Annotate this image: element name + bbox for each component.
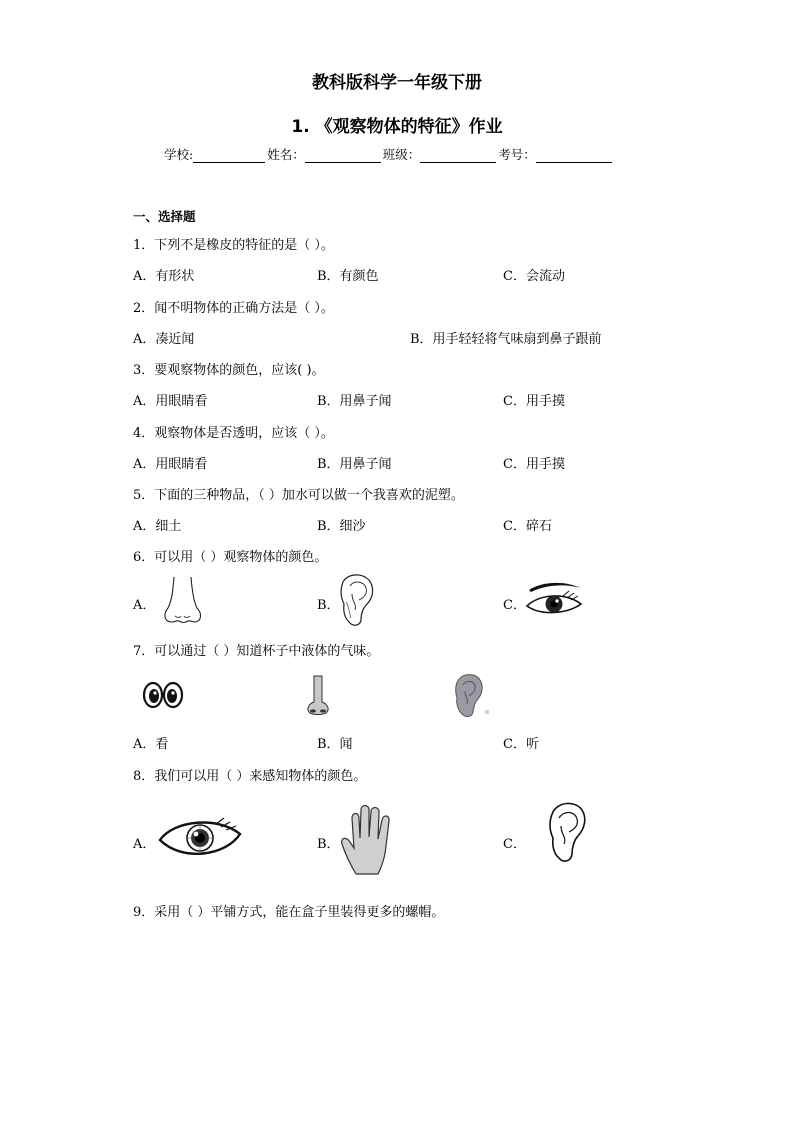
question-2-option-a[interactable]: A．凑近闻 (133, 332, 195, 347)
document-title: 教科版科学一年级下册 (312, 73, 482, 93)
question-7-option-c[interactable]: C．听 (503, 737, 539, 752)
nose-icon[interactable] (160, 576, 204, 626)
question-1-option-b[interactable]: B．有颜色 (317, 269, 379, 284)
name-label: 姓名： (267, 147, 305, 162)
ear-icon[interactable] (545, 800, 589, 864)
question-4-stem: 4．观察物体是否透明，应该（ ）。 (133, 426, 334, 441)
question-8-option-c[interactable]: C． (503, 837, 526, 852)
eye-icon[interactable] (156, 812, 244, 864)
question-6-option-b[interactable]: B． (317, 598, 340, 613)
question-8-option-a[interactable]: A． (133, 837, 156, 852)
question-4-option-b[interactable]: B．用鼻子闻 (317, 457, 392, 472)
student-info-line (164, 145, 614, 163)
question-9-stem: 9．采用（ ）平铺方式，能在盒子里装得更多的螺帽。 (133, 905, 445, 920)
question-1-stem: 1．下列不是橡皮的特征的是（ ）。 (133, 238, 334, 253)
question-5-stem: 5．下面的三种物品，（ ）加水可以做一个我喜欢的泥塑。 (133, 488, 464, 503)
class-label: 班级： (382, 147, 421, 162)
question-7-option-a[interactable]: A．看 (133, 737, 169, 752)
hand-icon[interactable] (338, 804, 402, 876)
question-2-option-b[interactable]: B．用手轻轻将气味扇到鼻子跟前 (410, 332, 602, 347)
question-3-option-a[interactable]: A．用眼睛看 (133, 394, 208, 409)
ear-icon[interactable] (452, 672, 492, 718)
eye-icon[interactable] (523, 580, 585, 620)
number-label: 考号： (498, 147, 536, 162)
question-7-stem: 7．可以通过（ ）知道杯子中液体的气味。 (133, 644, 380, 659)
school-blank[interactable] (193, 149, 265, 163)
document-subtitle: 1. 《观察物体的特征》作业 (291, 117, 503, 137)
question-6-option-c[interactable]: C． (503, 598, 526, 613)
ear-icon[interactable] (337, 572, 377, 628)
number-blank[interactable] (536, 149, 612, 163)
name-blank[interactable] (305, 149, 381, 163)
question-4-option-c[interactable]: C．用手摸 (503, 457, 565, 472)
nose-icon[interactable] (302, 674, 334, 718)
question-7-option-b[interactable]: B．闻 (317, 737, 353, 752)
class-blank[interactable] (420, 149, 496, 163)
eyes-icon[interactable] (142, 680, 184, 710)
question-1-option-a[interactable]: A．有形状 (133, 269, 195, 284)
question-2-stem: 2．闻不明物体的正确方法是（ ）。 (133, 301, 334, 316)
section-heading: 一、选择题 (133, 209, 196, 224)
question-6-stem: 6．可以用（ ）观察物体的颜色。 (133, 550, 328, 565)
question-3-option-c[interactable]: C．用手摸 (503, 394, 565, 409)
school-label: 学校: (164, 147, 194, 162)
question-5-option-c[interactable]: C．碎石 (503, 519, 552, 534)
question-8-stem: 8．我们可以用（ ）来感知物体的颜色。 (133, 769, 367, 784)
question-6-option-a[interactable]: A． (133, 598, 156, 613)
question-3-option-b[interactable]: B．用鼻子闻 (317, 394, 392, 409)
question-5-option-b[interactable]: B．细沙 (317, 519, 366, 534)
question-5-option-a[interactable]: A．细土 (133, 519, 182, 534)
question-3-stem: 3．要观察物体的颜色，应该( )。 (133, 363, 325, 378)
question-4-option-a[interactable]: A．用眼睛看 (133, 457, 208, 472)
question-8-option-b[interactable]: B． (317, 837, 340, 852)
question-1-option-c[interactable]: C．会流动 (503, 269, 565, 284)
